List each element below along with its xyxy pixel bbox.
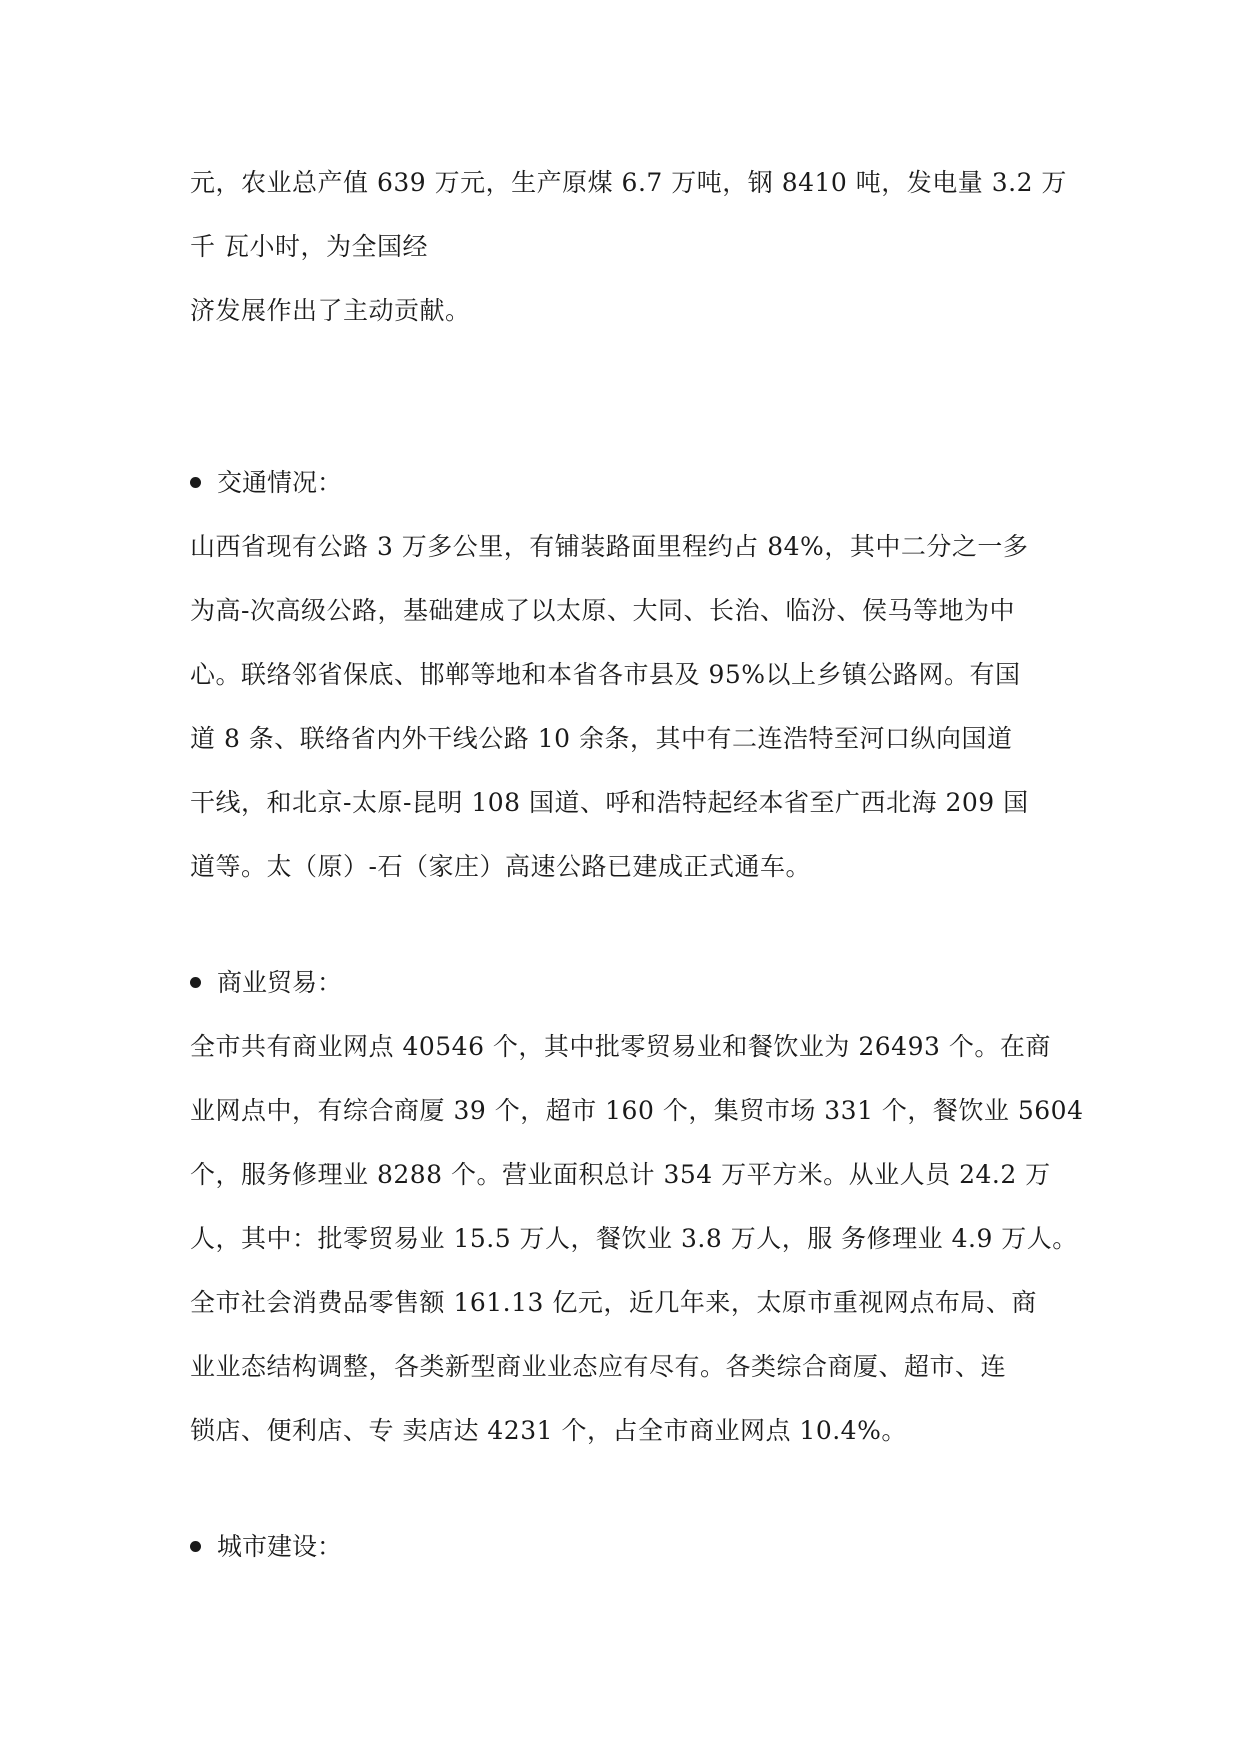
- paragraph-line: 道等。太（原）-石（家庄）高速公路已建成正式通车。: [190, 852, 811, 881]
- paragraph-line: 个，服务修理业 8288 个。营业面积总计 354 万平方米。从业人员 24.2 万: [190, 1160, 1051, 1189]
- intro-line-3: 济发展作出了主动贡献。: [190, 296, 471, 325]
- paragraph-line: 锁店、便利店、专 卖店达 4231 个，占全市商业网点 10.4%。: [190, 1416, 907, 1445]
- paragraph-line: 全市共有商业网点 40546 个，其中批零贸易业和餐饮业为 26493 个。在商: [190, 1032, 1051, 1061]
- section-heading-label: 交通情况：: [217, 468, 343, 497]
- paragraph-line: 人，其中：批零贸易业 15.5 万人，餐饮业 3.8 万人，服 务修理业 4.9 万人。: [190, 1224, 1078, 1253]
- paragraph-line: 业业态结构调整，各类新型商业业态应有尽有。各类综合商厦、超市、连: [190, 1352, 1007, 1381]
- paragraph-line: 业网点中，有综合商厦 39 个，超市 160 个，集贸市场 331 个，餐饮业 5604: [190, 1096, 1084, 1125]
- intro-line-1: 元，农业总产值 639 万元，生产原煤 6.7 万吨，钢 8410 吨，发电量 3.2 万: [190, 168, 1067, 197]
- section-heading-commerce: [190, 966, 342, 1000]
- section-heading-urban: [190, 1530, 342, 1564]
- bullet-icon: [190, 977, 201, 988]
- paragraph-line: 山西省现有公路 3 万多公里，有铺装路面里程约占 84%，其中二分之一多: [190, 532, 1029, 561]
- paragraph-line: 干线，和北京-太原-昆明 108 国道、呼和浩特起经本省至广西北海 209 国: [190, 788, 1029, 817]
- section-heading-transport: [190, 466, 342, 500]
- section-heading-label: 商业贸易：: [217, 968, 343, 997]
- paragraph-line: 心。联络邻省保底、邯郸等地和本省各市县及 95%以上乡镇公路网。有国: [190, 660, 1021, 689]
- bullet-icon: [190, 477, 201, 488]
- bullet-icon: [190, 1541, 201, 1552]
- paragraph-line: 为高-次高级公路，基础建成了以太原、大同、长治、临汾、侯马等地为中: [190, 596, 1015, 625]
- paragraph-line: 全市社会消费品零售额 161.13 亿元，近几年来，太原市重视网点布局、商: [190, 1288, 1037, 1317]
- paragraph-line: 道 8 条、联络省内外干线公路 10 余条，其中有二连浩特至河口纵向国道: [190, 724, 1013, 753]
- section-heading-label: 城市建设：: [217, 1532, 343, 1561]
- intro-line-2: 千 瓦小时，为全国经: [190, 232, 428, 261]
